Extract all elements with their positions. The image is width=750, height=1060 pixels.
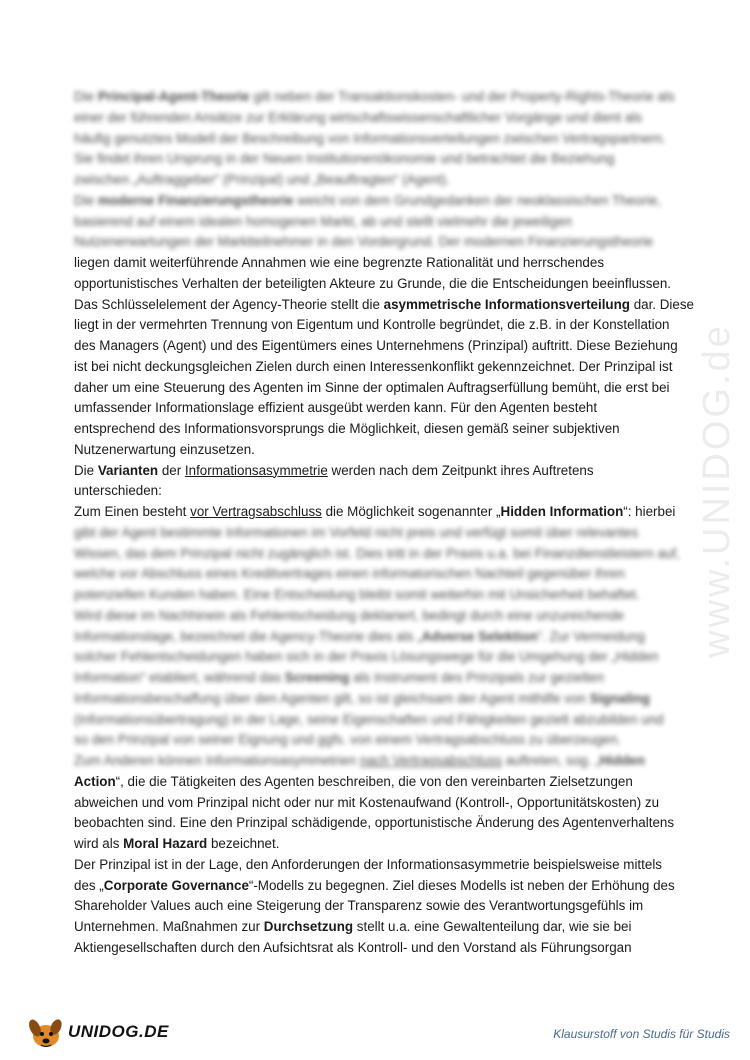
term-corporate-governance: Corporate Governance [103,877,249,893]
line: entsprechend des Informationsvorsprungs die Möglichkeit, diesen gemäß seiner subjektiven [74,421,620,436]
line: liegen damit weiterführende Annahmen wie eine begrenzte Rationalität und herrschendes [74,255,605,270]
clear-section-2 [74,772,704,959]
line: so den Prinzipal von seiner Eignung und ggfs. von einem Vertragsabschluss zu überzeugen. [74,732,622,748]
clear-section-1 [74,253,704,523]
line: Der Prinzipal ist in der Lage, den Anforderungen der Informationsasymmetrie beispielsweise mittels [74,856,662,872]
line: Information“ etabliert, während das Screening als Instrument des Prinzipals zur gezielten [74,670,604,685]
line: welche vor Abschluss eines Kreditvertrages einen informatorischen Nachteil gegenüber ihren [74,566,625,582]
line: beobachten sind. Eine den Prinzipal schädigende, opportunistische Änderung des Agentenverhaltens [74,815,675,831]
line: Informationslage, bezeichnet die Agency-Theorie dies als „Adverse Selektion“. Zur Vermeidung [74,628,645,644]
line: Die Varianten der Informationsasymmetrie werden nach dem Zeitpunkt ihres Auftretens [74,462,594,478]
term-moral-hazard: Moral Hazard [123,836,208,851]
line: Wird diese im Nachhinein als Fehlentscheidung deklariert, bedingt durch eine unzureichende [74,607,625,623]
line: solcher Fehlentscheidungen haben sich in der Praxis Lösungswege für die Umgehung der „Hidden [74,649,659,665]
line: Informationsbeschaffung über den Agenten gilt, so ist gleichsam der Agent mithilfe von Signaling [74,690,650,706]
document-body [74,87,704,959]
term-durchsetzung: Durchsetzung [263,919,354,934]
line: (Informationsübertragung) in der Lage, seine Eigenschaften und Fähigkeiten gezielt abzubilden und [74,711,664,727]
line: häufig genutztes Modell der Beschreibung von Informationsverteilungen zwischen Vertragspartnern. [74,130,666,146]
line: Die moderne Finanzierungstheorie weicht von dem Grundgedanken der neoklassischen Theorie, [74,192,661,208]
term-asymmetrische-informationsverteilung: asymmetrische Informationsverteilung [383,296,630,312]
line: Aktiengesellschaften durch den Aufsichtsrat als Kontroll- und den Vorstand als Führungsorgan [74,939,632,955]
line: Unternehmen. Maßnahmen zur Durchsetzung stellt u.a. eine Gewaltenteilung dar, wie sie bei [74,919,632,934]
line: Shareholder Values auch eine Steigerung der Transparenz sowie des Verantwortungsgefühls im [74,898,644,914]
dog-icon [26,1014,66,1050]
watermark-text: www.UNIDOG.de [695,322,738,658]
blurred-section-middle [74,523,704,772]
term-varianten: Varianten [97,462,159,478]
term-vor-vertragsabschluss: vor Vertragsabschluss [190,504,322,519]
line: Nutzenerwartung einzusetzen. [74,441,255,457]
line: Zum Anderen können Informationsasymmetrien nach Vertragsabschluss auftreten, sog. „Hidden [74,753,645,768]
term-hidden-information: Hidden Information [500,504,624,519]
line: basierend auf einem idealen homogenen Markt, ab und stellt vielmehr die jeweiligen [74,213,572,229]
footer-tagline: Klausurstoff von Studis für Studis [553,1027,730,1041]
line: des „Corporate Governance“-Modells zu begegnen. Ziel dieses Modells ist neben der Erhöhung des [74,877,675,893]
line: zwischen „Auftraggeber“ (Prinzipal) und „Beauftragten“ (Agent). [74,172,450,187]
line: Das Schlüsselelement der Agency-Theorie stellt die asymmetrische Informationsverteilung dar. Diese [74,296,694,312]
line: ist bei nicht deckungsgleichen Zielen durch einen Interessenkonflikt gekennzeichnet. Der Prinzipal ist [74,358,673,374]
line: umfassender Informationslage effizient ausgeübt werden kann. Für den Agenten besteht [74,400,598,416]
line: liegt in der vermehrten Trennung von Eigentum und Kontrolle begründet, die z.B. in der Konstellation [74,317,670,333]
blurred-section-top [74,87,704,253]
line: gibt der Agent bestimmte Informationen im Vorfeld nicht preis und verfügt somit über relevantes [74,524,639,540]
line: opportunistisches Verhalten der beteiligten Akteure zu Grunde, die die Entscheidungen beeinflussen. [74,275,672,291]
unidog-logo[interactable] [26,1014,169,1050]
line: daher um eine Steuerung des Agenten im Sinne der optimalen Auftragserfüllung bemüht, die erst bei [74,379,670,395]
line: potenziellen Kunden haben. Eine Entscheidung bleibt somit weiterhin mit Unsicherheit behaftet. [74,587,640,602]
line: Wissen, das dem Prinzipal nicht zugänglich ist. Dies tritt in der Praxis u.a. bei Finanzdienstleistern auf, [74,545,680,561]
line: Sie findet ihren Ursprung in der Neuen Institutionenökonomie und betrachtet die Beziehung [74,151,615,167]
line: des Managers (Agent) und des Eigentümers eines Unternehmens (Prinzipal) auftritt. Diese Beziehung [74,338,678,353]
line: Nutzenerwartungen der Marktteilnehmer in den Vordergrund. Der modernen Finanzierungstheorie [74,234,654,250]
term-informationsasymmetrie: Informationsasymmetrie [184,462,328,478]
term-action: Action [74,773,116,789]
line: Action“, die die Tätigkeiten des Agenten beschreiben, die von den vereinbarten Zielsetzungen [74,773,633,789]
line: abweichen und vom Prinzipal nicht oder nur mit Kostenaufwand (Kontroll-, Opportunitätskosten) zu [74,794,660,810]
line: wird als Moral Hazard bezeichnet. [74,836,280,851]
line: einer der führenden Ansätze zur Erklärung wirtschaftswissenschaftlicher Vorgänge und dient als [74,109,642,125]
line: unterschieden: [74,483,162,499]
logo-text: UNIDOG.DE [68,1022,169,1041]
line: Die Principal-Agent-Theorie gilt neben der Transaktionskosten- und der Property-Rights-Theorie als [74,89,675,104]
line: Zum Einen besteht vor Vertragsabschluss die Möglichkeit sogenannter „Hidden Information“: hierbei [74,504,676,519]
